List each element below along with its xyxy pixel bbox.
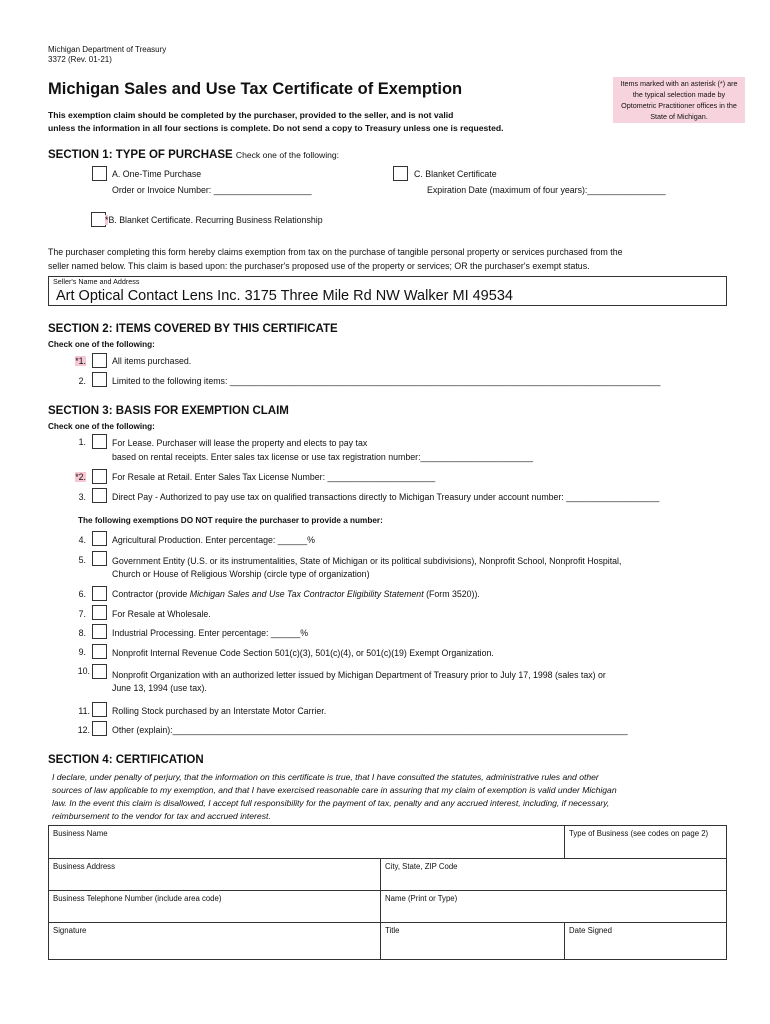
contractor-statement-title: Michigan Sales and Use Tax Contractor Eligibility Statement <box>189 589 424 599</box>
type-of-business-field[interactable] <box>565 826 727 859</box>
recurring-blanket-text: B. Blanket Certificate. Recurring Business Relationship <box>108 215 323 225</box>
city-state-zip-label: City, State, ZIP Code <box>385 862 458 871</box>
item-number: 2. <box>78 376 86 386</box>
resale-retail-checkbox[interactable] <box>92 469 107 484</box>
no-number-note: The following exemptions DO NOT require the purchaser to provide a number: <box>78 516 383 525</box>
item-number: 1. <box>78 437 86 447</box>
item-number: 12. <box>77 725 90 735</box>
nonprofit-501c-label: Nonprofit Internal Revenue Code Section 501(c)(3), 501(c)(4), or 501(c)(19) Exempt Organization. <box>112 648 494 658</box>
rolling-stock-label: Rolling Stock purchased by an Interstate Motor Carrier. <box>112 706 327 716</box>
business-name-field[interactable] <box>49 826 565 859</box>
limited-items-checkbox[interactable] <box>92 372 107 387</box>
declaration-line-3: law. In the event this claim is disallowed, I accept full responsibility for the payment of tax, penalty and any accrued interest, including, if necessary, <box>52 798 610 808</box>
resale-retail-field[interactable]: For Resale at Retail. Enter Sales Tax License Number: ______________________ <box>112 472 436 482</box>
item-number: 4. <box>78 535 86 545</box>
industrial-processing-checkbox[interactable] <box>92 624 107 639</box>
section1-title: SECTION 1: TYPE OF PURCHASE <box>48 149 233 161</box>
asterisk-note: Items marked with an asterisk (*) are the typical selection made by Optometric Practitioner offices in the State of Michigan. <box>613 77 745 123</box>
nonprofit-letter-label-1: Nonprofit Organization with an authorized letter issued by Michigan Department of Treasury prior to July 17, 1998 (sales tax) or <box>112 670 606 680</box>
declaration-text <box>52 771 617 823</box>
intro-text <box>48 109 504 135</box>
section1-instruction: Check one of the following: <box>235 150 340 160</box>
rental-license-number-field[interactable]: based on rental receipts. Enter sales tax license or use tax registration number:_______________________ <box>112 452 534 462</box>
section2-heading: SECTION 2: ITEMS COVERED BY THIS CERTIFICATE <box>48 323 338 335</box>
declaration-line-1: I declare, under penalty of perjury, that the information on this certificate is true, that I have consulted the statutes, administrative rules and other <box>52 772 599 782</box>
other-explain-field[interactable]: Other (explain):_____________________________________________________________________________________________ <box>112 725 628 735</box>
page-title: Michigan Sales and Use Tax Certificate of Exemption <box>48 80 463 98</box>
government-entity-label-1: Government Entity (U.S. or its instrumentalities, State of Michigan or its political subdivisions), Nonprofit School, Nonprofit Hospital, <box>112 556 622 566</box>
for-lease-checkbox[interactable] <box>92 434 107 449</box>
declaration-line-4: reimbursement to the vendor for tax and accrued interest. <box>52 811 271 821</box>
item-number: 6. <box>78 589 86 599</box>
business-name-label: Business Name <box>53 829 108 838</box>
item-number: 10. <box>77 666 90 676</box>
business-address-label: Business Address <box>53 862 115 871</box>
signature-field[interactable] <box>49 923 381 960</box>
seller-name-address-value: Art Optical Contact Lens Inc. 3175 Three Mile Rd NW Walker MI 49534 <box>56 288 513 304</box>
all-items-checkbox[interactable] <box>92 353 107 368</box>
rolling-stock-checkbox[interactable] <box>92 702 107 717</box>
date-signed-field[interactable] <box>565 923 727 960</box>
exemption-paragraph-line-1: The purchaser completing this form hereby claims exemption from tax on the purchase of tangible personal property or services purchased from the <box>48 247 623 257</box>
resale-wholesale-label: For Resale at Wholesale. <box>112 609 211 619</box>
agricultural-checkbox[interactable] <box>92 531 107 546</box>
signature-label: Signature <box>53 926 87 935</box>
section4-heading: SECTION 4: CERTIFICATION <box>48 754 204 766</box>
government-entity-label-2: Church or House of Religious Worship (circle type of organization) <box>112 569 370 579</box>
industrial-processing-field[interactable]: Industrial Processing. Enter percentage: ______% <box>112 628 309 638</box>
order-invoice-number-field[interactable]: Order or Invoice Number: ____________________ <box>112 185 312 195</box>
telephone-label: Business Telephone Number (include area code) <box>53 894 222 903</box>
item-number <box>62 472 86 482</box>
seller-name-address-label: Seller's Name and Address <box>53 277 140 286</box>
telephone-field[interactable] <box>49 891 381 923</box>
contractor-label <box>112 589 480 599</box>
name-print-field[interactable] <box>381 891 727 923</box>
name-print-label: Name (Print or Type) <box>385 894 458 903</box>
intro-line-1: This exemption claim should be completed by the purchaser, provided to the seller, and is not valid <box>48 110 454 120</box>
resale-wholesale-checkbox[interactable] <box>92 605 107 620</box>
section2-instruction: Check one of the following: <box>48 340 155 349</box>
department-name: Michigan Department of Treasury <box>48 45 167 54</box>
item-number: 7. <box>78 609 86 619</box>
item-number <box>62 356 86 366</box>
business-address-field[interactable] <box>49 859 381 891</box>
expiration-date-field[interactable]: Expiration Date (maximum of four years):________________ <box>427 185 666 195</box>
blanket-certificate-checkbox[interactable] <box>393 166 408 181</box>
item-number: 11. <box>78 706 90 716</box>
intro-line-2: unless the information in all four sections is complete. Do not send a copy to Treasury unless one is requested. <box>48 123 504 133</box>
recurring-blanket-checkbox[interactable] <box>91 212 109 227</box>
item-number: 3. <box>78 492 86 502</box>
form-number: 3372 (Rev. 01-21) <box>48 55 112 64</box>
item-number-text: *2. <box>75 472 86 482</box>
contractor-label-text: Contractor (provide <box>112 589 190 599</box>
for-lease-label: For Lease. Purchaser will lease the property and elects to pay tax <box>112 438 368 448</box>
item-number-text: *1. <box>75 356 86 366</box>
item-number: 9. <box>78 647 86 657</box>
contractor-form-number: (Form 3520)). <box>423 589 480 599</box>
nonprofit-501c-checkbox[interactable] <box>92 644 107 659</box>
other-checkbox[interactable] <box>92 721 107 736</box>
nonprofit-letter-checkbox[interactable] <box>92 664 107 679</box>
one-time-purchase-checkbox[interactable] <box>92 166 107 181</box>
title-label: Title <box>385 926 400 935</box>
government-entity-checkbox[interactable] <box>92 551 107 566</box>
limited-items-field[interactable]: Limited to the following items: ________________________________________________________________________________________ <box>112 376 661 386</box>
type-of-business-label: Type of Business (see codes on page 2) <box>569 829 709 838</box>
one-time-purchase-label: A. One-Time Purchase <box>112 169 202 179</box>
title-field[interactable] <box>381 923 565 960</box>
section1-heading <box>48 149 339 161</box>
agricultural-field[interactable]: Agricultural Production. Enter percentage: ______% <box>112 535 315 545</box>
date-signed-label: Date Signed <box>569 926 612 935</box>
item-number: 8. <box>78 628 86 638</box>
certification-table <box>48 825 727 960</box>
city-state-zip-field[interactable] <box>381 859 727 891</box>
declaration-line-2: sources of law applicable to my exemption, and that I have exercised reasonable care in assuring that my claim of exemption is valid under Michigan <box>52 785 617 795</box>
direct-pay-checkbox[interactable] <box>92 488 107 503</box>
all-items-label: All items purchased. <box>112 356 192 366</box>
contractor-checkbox[interactable] <box>92 586 107 601</box>
item-number: 5. <box>78 555 86 565</box>
section3-heading: SECTION 3: BASIS FOR EXEMPTION CLAIM <box>48 405 289 417</box>
department-header <box>48 45 166 65</box>
nonprofit-letter-label-2: June 13, 1994 (use tax). <box>112 683 207 693</box>
asterisk-marker: * <box>105 215 109 225</box>
recurring-blanket-label <box>105 215 323 225</box>
direct-pay-field[interactable]: Direct Pay - Authorized to pay use tax on qualified transactions directly to Michigan Treasury under account number: ___________________ <box>112 492 660 502</box>
blanket-certificate-label: C. Blanket Certificate <box>414 169 497 179</box>
exemption-paragraph-line-2: seller named below. This claim is based upon: the purchaser's proposed use of the property or services; OR the purchaser's exempt status. <box>48 261 590 271</box>
section3-instruction: Check one of the following: <box>48 422 155 431</box>
